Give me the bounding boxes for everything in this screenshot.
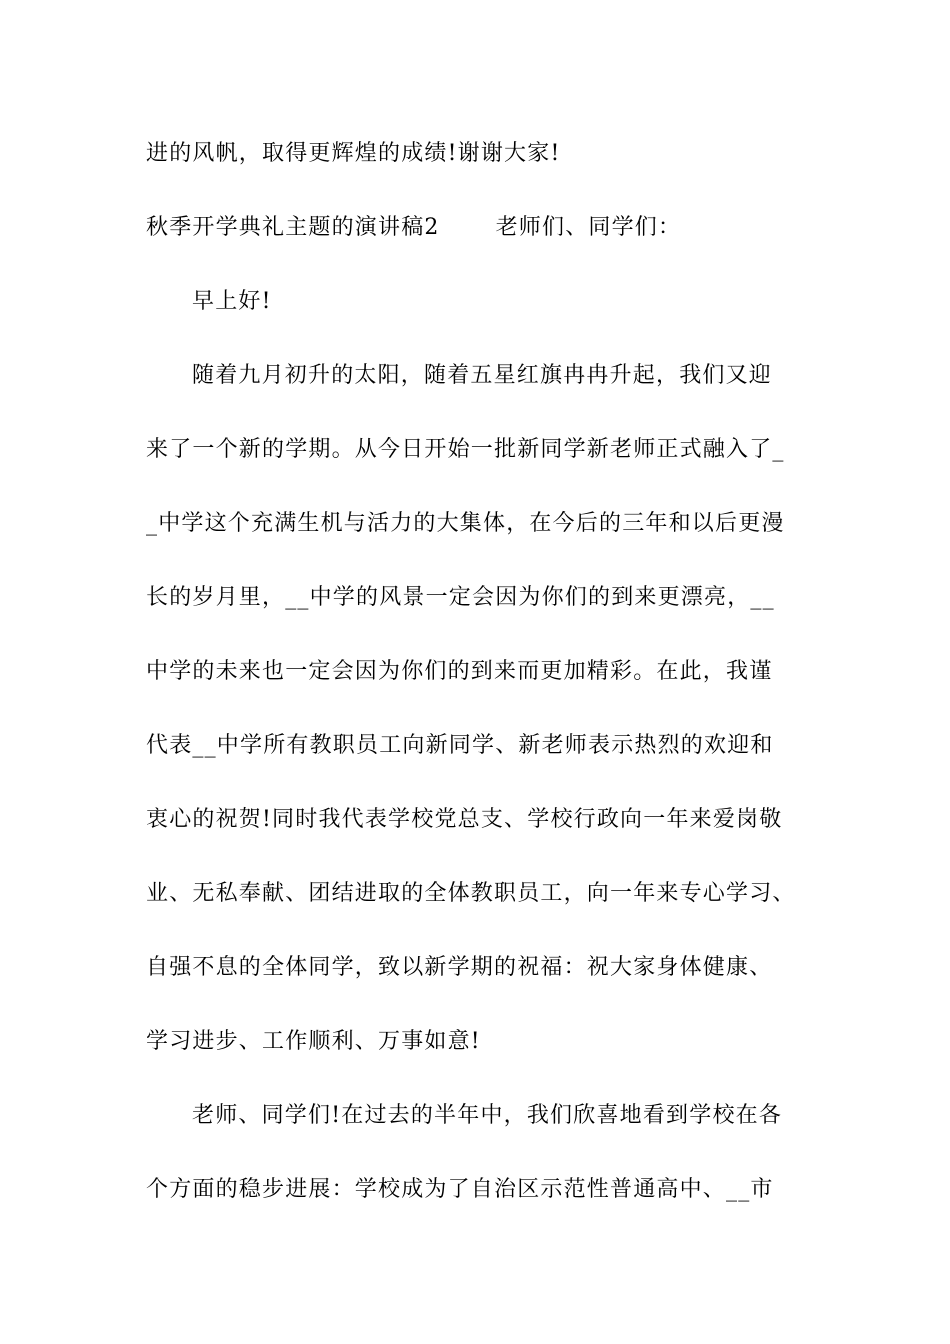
speech-title: 秋季开学典礼主题的演讲稿2: [146, 215, 440, 240]
paragraph-line: 老师、同学们!在过去的半年中，我们欣喜地看到学校在各: [192, 1103, 783, 1128]
paragraph-line: 学习进步、工作顺利、万事如意!: [146, 1029, 481, 1054]
paragraph-line: 衷心的祝贺!同时我代表学校党总支、学校行政向一年来爱岗敬: [146, 807, 783, 832]
paragraph-line: _中学这个充满生机与活力的大集体，在今后的三年和以后更漫: [146, 511, 785, 536]
salutation: 老师们、同学们：: [495, 215, 682, 240]
paragraph-line: 自强不息的全体同学，致以新学期的祝福：祝大家身体健康、: [146, 955, 773, 980]
paragraph-line: 随着九月初升的太阳，随着五星红旗冉冉升起，我们又迎: [192, 363, 773, 388]
text-line: 进的风帆，取得更辉煌的成绩!谢谢大家!: [146, 141, 561, 166]
paragraph-line: 来了一个新的学期。从今日开始一批新同学新老师正式融入了_: [146, 437, 785, 462]
paragraph-line: 代表__中学所有教职员工向新同学、新老师表示热烈的欢迎和: [146, 733, 774, 758]
paragraph-line: 中学的未来也一定会因为你们的到来而更加精彩。在此，我谨: [146, 659, 773, 684]
paragraph-line: 长的岁月里，__中学的风景一定会因为你们的到来更漂亮，__: [146, 585, 775, 610]
greeting-line: 早上好!: [192, 289, 272, 314]
paragraph-line: 业、无私奉献、团结进取的全体教职员工，向一年来专心学习、: [146, 881, 796, 906]
section-heading: [146, 213, 681, 243]
paragraph-line: 个方面的稳步进展：学校成为了自治区示范性普通高中、__市: [146, 1177, 774, 1202]
